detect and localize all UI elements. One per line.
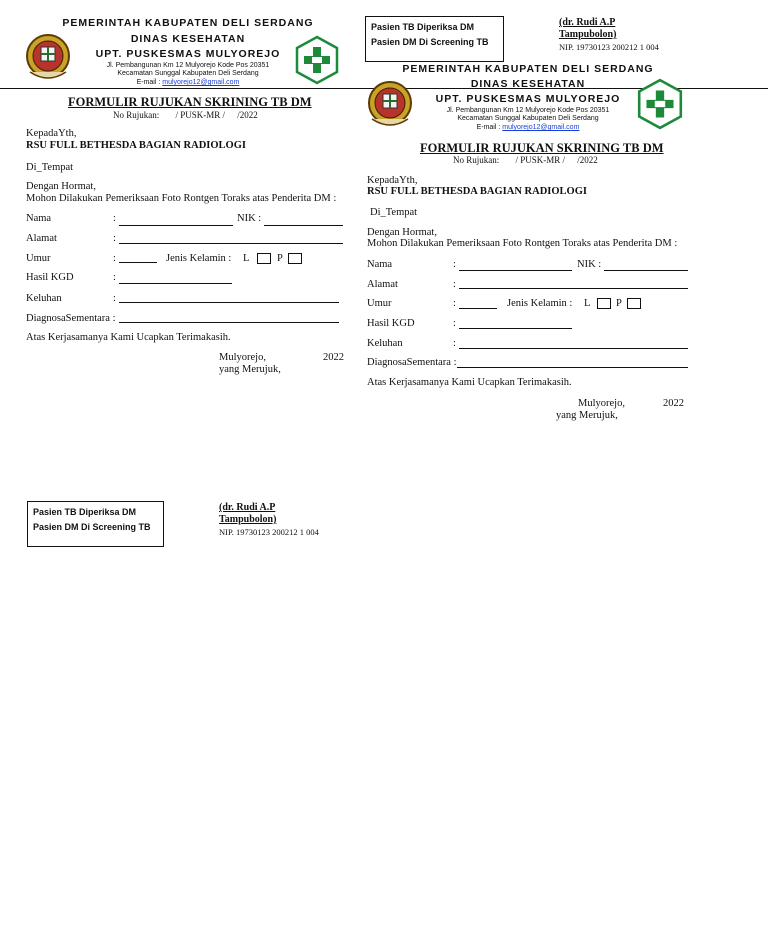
gender-male-label: L <box>584 298 591 309</box>
doctor-nip: NIP. 19730123 200212 1 004 <box>559 42 659 52</box>
gender-female-checkbox[interactable] <box>627 298 641 309</box>
address-field[interactable] <box>119 243 343 244</box>
doctor-name: (dr. Rudi A.P <box>559 17 616 28</box>
address-label: Alamat <box>26 233 57 244</box>
colon: : <box>453 338 456 349</box>
doctor-name: (dr. Rudi A.P <box>219 502 276 513</box>
age-label: Umur <box>367 298 392 309</box>
patient-type-box <box>365 16 504 62</box>
checklist-dm-item: Pasien DM Di Screening TB <box>371 37 489 47</box>
age-field[interactable] <box>459 308 497 309</box>
addressee-label: KepadaYth, <box>367 175 418 186</box>
request-text: Mohon Dilakukan Pemeriksaan Foto Rontgen Toraks atas Penderita DM : <box>26 193 337 204</box>
addressee-name: RSU FULL BETHESDA BAGIAN RADIOLOGI <box>367 186 587 197</box>
colon: : <box>113 233 116 244</box>
city-date: Mulyorejo, <box>219 352 266 363</box>
colon: : <box>113 272 116 283</box>
thanks-text: Atas Kerjasamanya Kami Ucapkan Terimakasih. <box>26 332 231 343</box>
colon: : <box>113 213 116 224</box>
doctor-name-cont: Tampubolon) <box>219 514 277 525</box>
form-title: FORMULIR RUJUKAN SKRINING TB DM <box>68 95 312 109</box>
kgd-field[interactable] <box>119 283 232 284</box>
referrer-label: yang Merujuk, <box>219 364 281 375</box>
header-email: E-mail : mulyorejo12@gmail.com <box>476 124 580 131</box>
gender-male-label: L <box>243 253 250 264</box>
name-field[interactable] <box>459 270 572 271</box>
diagnosis-field[interactable] <box>119 322 339 323</box>
nik-field[interactable] <box>264 225 343 226</box>
colon: : <box>113 253 116 264</box>
referrer-label: yang Merujuk, <box>556 410 618 421</box>
complaint-field[interactable] <box>119 302 339 303</box>
age-label: Umur <box>26 253 51 264</box>
kgd-field[interactable] <box>459 328 572 329</box>
checklist-tb-item: Pasien TB Diperiksa DM <box>371 22 475 32</box>
colon: : <box>453 279 456 290</box>
kgd-label: Hasil KGD <box>26 272 74 283</box>
gender-female-label: P <box>277 253 283 264</box>
form-title: FORMULIR RUJUKAN SKRINING TB DM <box>420 141 664 155</box>
gender-label: Jenis Kelamin : <box>507 298 573 309</box>
age-field[interactable] <box>119 262 157 263</box>
email-link[interactable]: mulyorejo12@gmail.com <box>502 124 580 131</box>
diagnosis-field[interactable] <box>457 367 688 368</box>
greeting: Dengan Hormat, <box>26 181 96 192</box>
gender-female-label: P <box>616 298 622 309</box>
doctor-nip: NIP. 19730123 200212 1 004 <box>219 527 319 537</box>
request-text: Mohon Dilakukan Pemeriksaan Foto Rontgen Toraks atas Penderita DM : <box>367 238 678 249</box>
place-label: Di_Tempat <box>370 207 418 218</box>
header-puskesmas: UPT. PUSKESMAS MULYOREJO <box>95 48 281 60</box>
name-label: Nama <box>367 259 393 270</box>
header-email: E-mail : mulyorejo12@gmail.com <box>136 79 240 86</box>
address-field[interactable] <box>459 288 688 289</box>
referral-number: No Rujukan: / PUSK-MR / /2022 <box>113 110 258 120</box>
gender-male-checkbox[interactable] <box>257 253 271 264</box>
complaint-label: Keluhan <box>367 338 403 349</box>
header-address: Jl. Pembangunan Km 12 Mulyorejo Kode Pos 20351 <box>106 62 270 69</box>
gender-female-checkbox[interactable] <box>288 253 302 264</box>
email-link[interactable]: mulyorejo12@gmail.com <box>162 79 240 86</box>
header-district: Kecamatan Sunggal Kabupaten Deli Serdang <box>457 115 599 122</box>
colon: : <box>453 259 456 270</box>
date-year: 2022 <box>323 352 344 363</box>
colon: : <box>453 298 456 309</box>
gender-label: Jenis Kelamin : <box>166 253 232 264</box>
health-cross-icon <box>637 78 683 130</box>
thanks-text: Atas Kerjasamanya Kami Ucapkan Terimakasih. <box>367 377 572 388</box>
date-year: 2022 <box>663 398 684 409</box>
header-government: PEMERINTAH KABUPATEN DELI SERDANG <box>402 63 654 75</box>
checklist-dm-item: Pasien DM Di Screening TB <box>33 522 151 532</box>
header-department: DINAS KESEHATAN <box>470 78 586 90</box>
nik-label: NIK : <box>577 259 602 270</box>
name-field[interactable] <box>119 225 233 226</box>
address-label: Alamat <box>367 279 398 290</box>
patient-type-box <box>27 501 164 547</box>
doctor-name-cont: Tampubolon) <box>559 29 617 40</box>
diagnosis-label: DiagnosaSementara : <box>26 313 116 324</box>
header-district: Kecamatan Sunggal Kabupaten Deli Serdang <box>117 70 259 77</box>
nik-label: NIK : <box>237 213 262 224</box>
header-address: Jl. Pembangunan Km 12 Mulyorejo Kode Pos 20351 <box>446 107 610 114</box>
complaint-field[interactable] <box>459 348 688 349</box>
nik-field[interactable] <box>604 270 688 271</box>
gender-male-checkbox[interactable] <box>597 298 611 309</box>
colon: : <box>453 318 456 329</box>
greeting: Dengan Hormat, <box>367 227 437 238</box>
header-puskesmas: UPT. PUSKESMAS MULYOREJO <box>435 93 621 105</box>
diagnosis-label: DiagnosaSementara : <box>367 357 457 368</box>
kgd-label: Hasil KGD <box>367 318 415 329</box>
referral-number: No Rujukan: / PUSK-MR / /2022 <box>453 155 598 165</box>
city-date: Mulyorejo, <box>578 398 625 409</box>
colon: : <box>113 293 116 304</box>
name-label: Nama <box>26 213 52 224</box>
addressee-name: RSU FULL BETHESDA BAGIAN RADIOLOGI <box>26 140 246 151</box>
complaint-label: Keluhan <box>26 293 62 304</box>
checklist-tb-item: Pasien TB Diperiksa DM <box>33 507 137 517</box>
health-cross-icon <box>295 35 339 85</box>
place-label: Di_Tempat <box>26 162 74 173</box>
header-government: PEMERINTAH KABUPATEN DELI SERDANG <box>62 17 314 29</box>
header-department: DINAS KESEHATAN <box>130 33 246 45</box>
addressee-label: KepadaYth, <box>26 128 77 139</box>
